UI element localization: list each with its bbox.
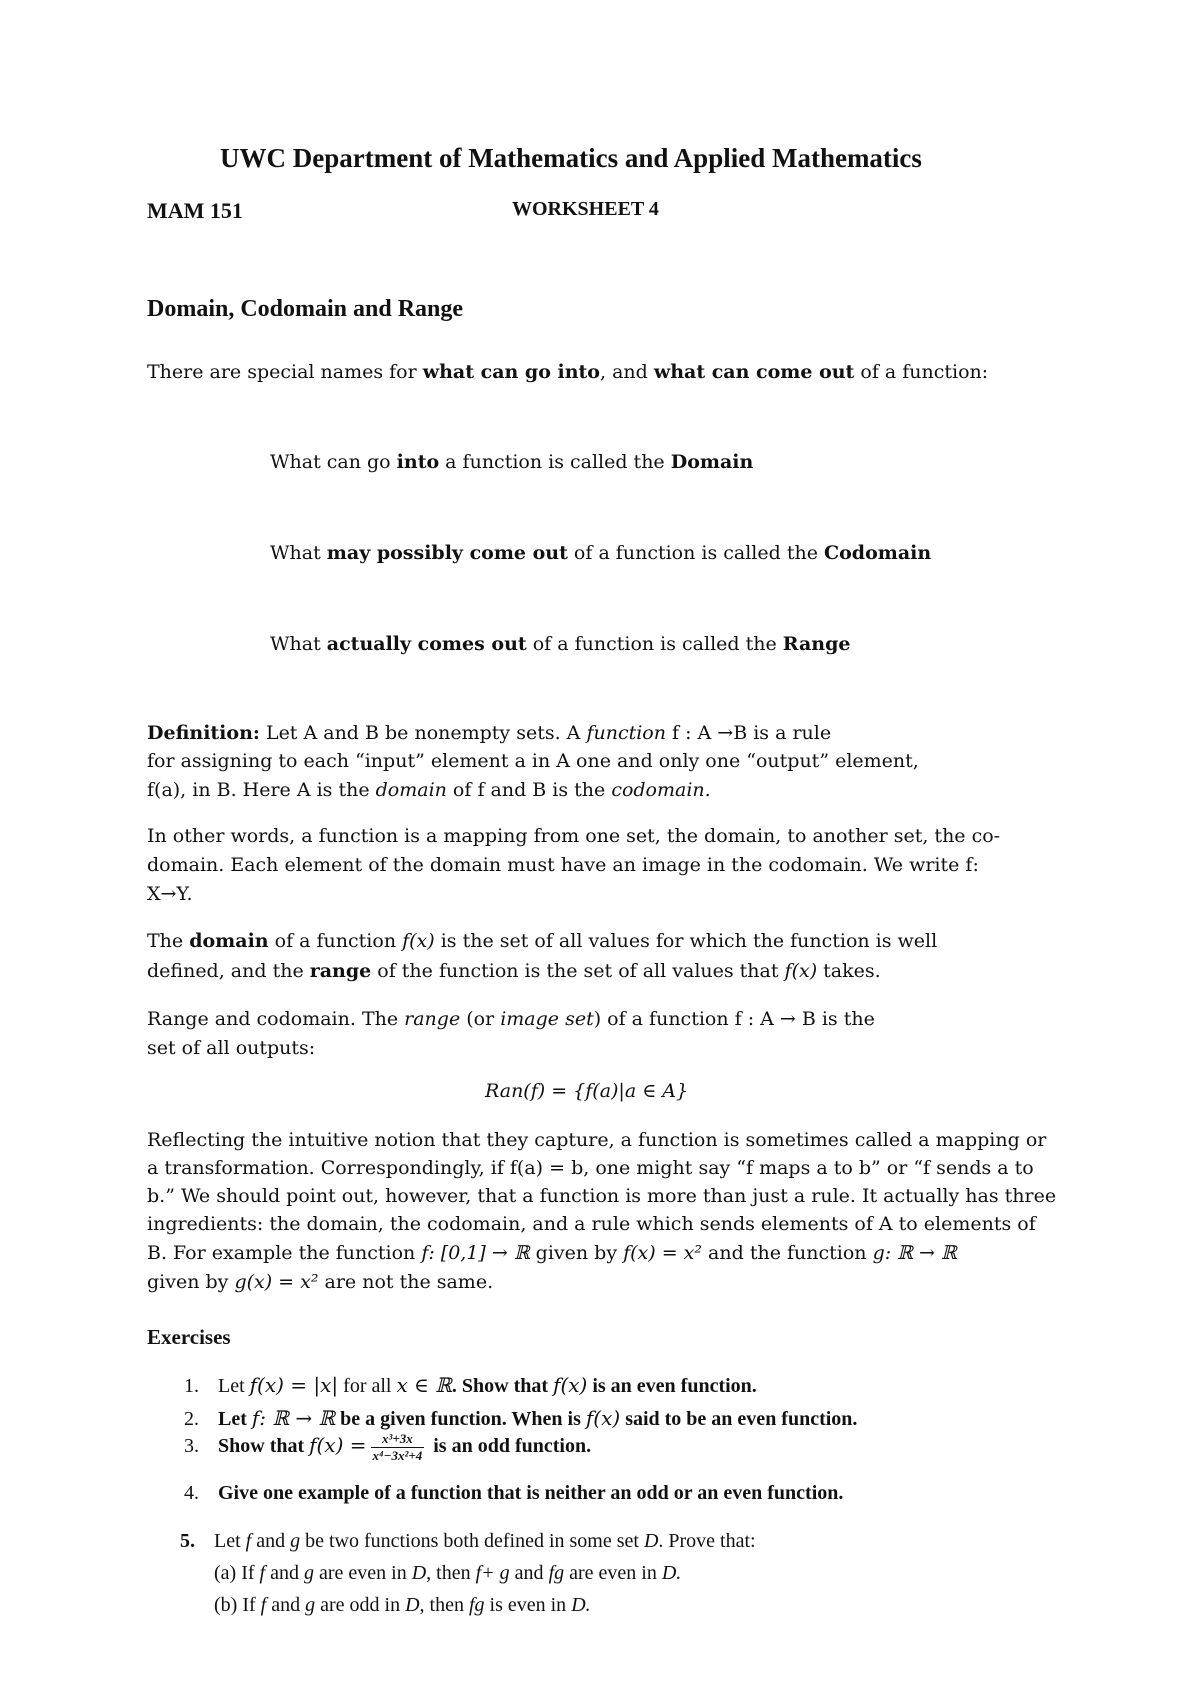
exercise-4: 4. Give one example of a function that is neither an odd or an even function. (184, 1482, 844, 1504)
department-title: UWC Department of Mathematics and Applied Mathematics (220, 143, 922, 173)
domain-line: What can go into a function is called the Domain (270, 451, 754, 473)
range-formula: Ran(f) = {f(a)|a ∈ A} (485, 1080, 689, 1102)
other-words-line-1: In other words, a function is a mapping from one set, the domain, to another set, the co- (147, 825, 1001, 847)
reflect-line-3: b.” We should point out, however, that a function is more than just a rule. It actually has three (147, 1185, 1057, 1207)
reflect-line-1: Reflecting the intuitive notion that they capture, a function is sometimes called a mapping or (147, 1129, 1047, 1151)
reflect-line-5: B. For example the function f: [0,1] → ℝ given by f(x) = x² and the function g: ℝ → ℝ (147, 1242, 957, 1264)
exercise-5b: (b) If f and g are odd in D, then fg is even in D. (214, 1594, 591, 1616)
reflect-line-4: ingredients: the domain, the codomain, and a rule which sends elements of A to elements of (147, 1213, 1036, 1235)
section-heading: Domain, Codomain and Range (147, 296, 464, 322)
intro-paragraph: There are special names for what can go into, and what can come out of a function: (147, 361, 989, 383)
domain-paragraph-line-1: The domain of a function f(x) is the set of all values for which the function is well (147, 930, 938, 952)
exercise-2: 2. Let f: ℝ → ℝ be a given function. When is f(x) said to be an even function. (184, 1406, 858, 1430)
reflect-line-6: given by g(x) = x² are not the same. (147, 1271, 494, 1293)
other-words-line-3: X→Y. (147, 883, 193, 905)
codomain-line: What may possibly come out of a function is called the Codomain (270, 542, 932, 564)
domain-paragraph-line-2: defined, and the range of the function is the set of all values that f(x) takes. (147, 960, 881, 982)
exercise-1: 1. Let f(x) = |x| for all x ∈ ℝ. Show that f(x) is an even function. (184, 1373, 757, 1397)
range-paragraph-line-1: Range and codomain. The range (or image set) of a function f : A → B is the (147, 1008, 875, 1030)
definition-label: Definition: (147, 722, 260, 744)
definition-line-2: for assigning to each “input” element a in A one and only one “output” element, (147, 750, 919, 772)
exercise-3: 3. Show that f(x) = $\frac{\text{x³+3x}}{\text{x⁴−3x²+4}}$ is an odd function. (184, 1431, 592, 1463)
range-line: What actually comes out of a function is called the Range (270, 633, 851, 655)
definition-line-1: Definition: Let A and B be nonempty sets. A function f : A →B is a rule (147, 722, 832, 744)
worksheet-label: WORKSHEET 4 (512, 198, 659, 220)
course-code: MAM 151 (147, 198, 243, 223)
definition-line-3: f(a), in B. Here A is the domain of f and B is the codomain. (147, 779, 711, 801)
fraction: $\frac{\text{x³+3x}}{\text{x⁴−3x²+4}}$ (372, 1431, 423, 1463)
other-words-line-2: domain. Each element of the domain must have an image in the codomain. We write f: (147, 854, 979, 876)
exercise-5: 5. Let f and g be two functions both defined in some set D. Prove that: (180, 1530, 756, 1552)
exercise-5a: (a) If f and g are even in D, then f+ g and fg are even in D. (214, 1562, 682, 1584)
range-paragraph-line-2: set of all outputs: (147, 1037, 316, 1059)
reflect-line-2: a transformation. Correspondingly, if f(a) = b, one might say “f maps a to b” or “f sends a to (147, 1157, 1034, 1179)
exercises-heading: Exercises (147, 1325, 231, 1349)
